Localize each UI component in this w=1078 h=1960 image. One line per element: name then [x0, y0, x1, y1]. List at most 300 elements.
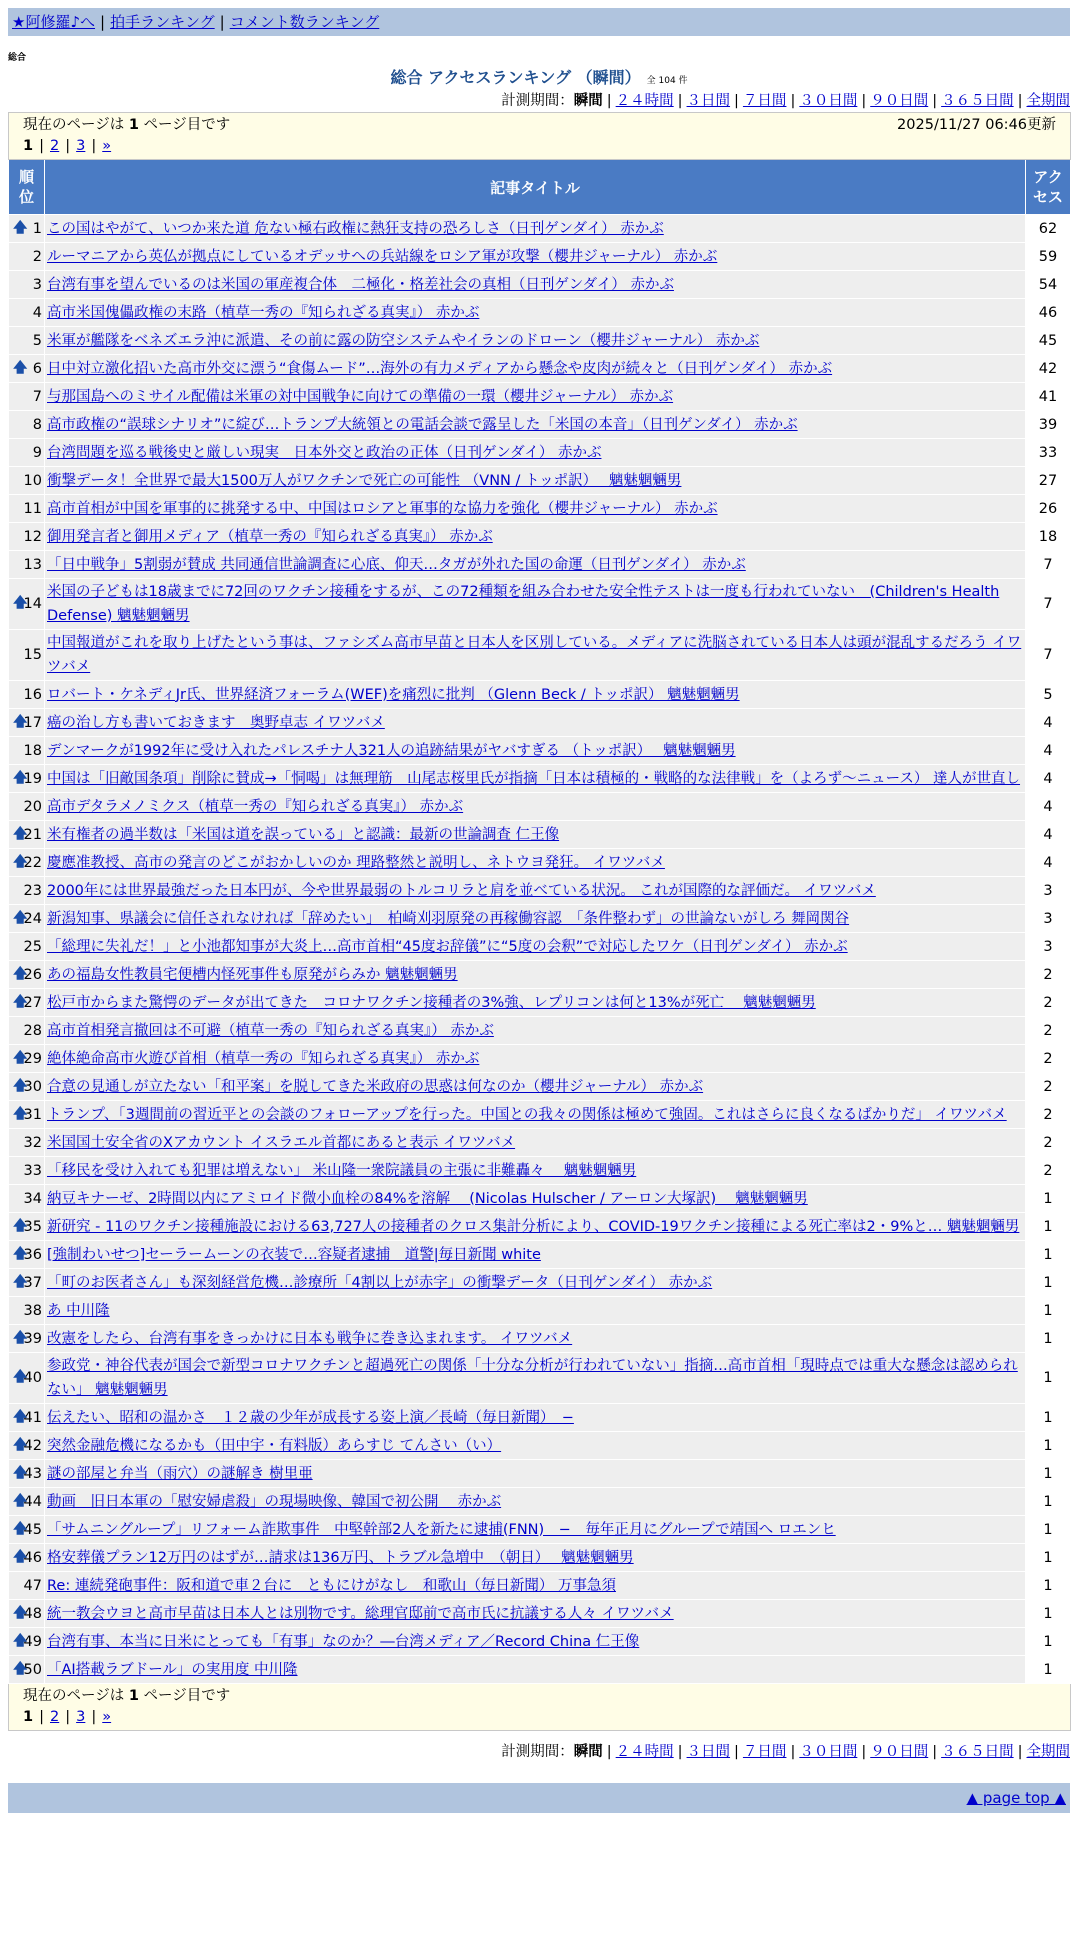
- page-status-bottom: 現在のページは 1 ページ目です: [23, 1688, 231, 1704]
- article-link[interactable]: トランプ、「3週間前の習近平との会談のフォローアップを行った。中国との我々の関係は極めて強固。これはさらに良くなるばかりだ」 イワツバメ: [47, 1106, 1007, 1123]
- table-row: [9, 271, 1071, 299]
- access-count: 7: [1026, 579, 1071, 630]
- period-link[interactable]: ３６５日間: [941, 93, 1014, 109]
- up-arrow-icon: 🡅: [13, 1245, 28, 1262]
- access-count: 3: [1026, 933, 1071, 961]
- title-cell: [45, 709, 1026, 737]
- rank-cell: [9, 1544, 45, 1572]
- rank-cell: [9, 1572, 45, 1600]
- page-info-row-bottom: [9, 1684, 1071, 1731]
- title-cell: [45, 1353, 1026, 1404]
- title-cell: [45, 1325, 1026, 1353]
- title-clip: [47, 580, 1023, 628]
- period-label: 計測期間：: [501, 93, 574, 109]
- title-clip: [47, 1103, 1023, 1127]
- access-count: 46: [1026, 299, 1071, 327]
- article-link[interactable]: ロバート・ケネディJr氏、世界経済フォーラム(WEF)を痛烈に批判 （Glenn Beck / トッポ訳） 魑魅魍魎男: [47, 686, 740, 703]
- up-arrow-icon: 🡅: [13, 965, 28, 982]
- title-clip: [47, 1574, 1023, 1598]
- article-link[interactable]: 絶体絶命高市火遊び首相（植草一秀の『知られざる真実』） 赤かぶ: [47, 1050, 480, 1067]
- up-arrow-icon: 🡅: [13, 1369, 28, 1385]
- title-cell: [45, 630, 1026, 681]
- rank-number: 50: [23, 1661, 42, 1678]
- pager-separator: |: [39, 1709, 44, 1725]
- access-count: 4: [1026, 821, 1071, 849]
- title-clip: [47, 385, 1023, 409]
- period-separator: |: [606, 1744, 612, 1760]
- access-count: 62: [1026, 215, 1071, 243]
- page-info-row: [9, 113, 1071, 160]
- rank-number: 31: [23, 1106, 42, 1123]
- access-count: 1: [1026, 1516, 1071, 1544]
- table-row: [9, 877, 1071, 905]
- title-cell: [45, 849, 1026, 877]
- access-count: 54: [1026, 271, 1071, 299]
- period-link[interactable]: ７日間: [742, 93, 787, 109]
- period-link[interactable]: ２４時間: [615, 1744, 674, 1760]
- rank-number: 3: [32, 276, 42, 293]
- rank-cell: [9, 1073, 45, 1101]
- up-arrow-icon: 🡅: [13, 1408, 28, 1425]
- title-clip: [47, 879, 1023, 903]
- updated-timestamp: 2025/11/27 06:46更新: [897, 117, 1057, 133]
- access-count: 1: [1026, 1325, 1071, 1353]
- rank-cell: [9, 1269, 45, 1297]
- access-count: 3: [1026, 905, 1071, 933]
- article-link[interactable]: 高市首相発言撤回は不可避（植草一秀の『知られざる真実』） 赤かぶ: [47, 1022, 494, 1039]
- access-count: 1: [1026, 1488, 1071, 1516]
- access-count: 2: [1026, 1073, 1071, 1101]
- title-clip: [47, 1243, 1023, 1267]
- table-row: [9, 1600, 1071, 1628]
- access-count: 1: [1026, 1297, 1071, 1325]
- article-link[interactable]: 高市デタラメノミクス（植草一秀の『知られざる真実』） 赤かぶ: [47, 798, 464, 815]
- up-arrow-icon: 🡅: [13, 825, 28, 842]
- up-arrow-icon: 🡅: [13, 1464, 28, 1481]
- period-separator: |: [861, 93, 867, 109]
- title-clip: [47, 1518, 1023, 1542]
- title-cell: [45, 551, 1026, 579]
- page-top-link[interactable]: ▲ page top ▲: [966, 1789, 1066, 1807]
- period-link[interactable]: ３０日間: [799, 93, 858, 109]
- access-count: 1: [1026, 1572, 1071, 1600]
- pager-current: 1: [23, 1709, 34, 1725]
- rank-cell: [9, 877, 45, 905]
- article-link[interactable]: 御用発言者と御用メディア（植草一秀の『知られざる真実』） 赤かぶ: [47, 528, 493, 545]
- rank-number: 48: [23, 1605, 42, 1622]
- article-link[interactable]: 合意の見通しが立たない「和平案」を脱してきた米政府の思惑は何なのか（櫻井ジャーナル） 赤かぶ: [47, 1078, 704, 1095]
- access-count: 41: [1026, 383, 1071, 411]
- rank-cell: [9, 327, 45, 355]
- title-clip: [47, 1131, 1023, 1155]
- period-separator: |: [734, 93, 739, 109]
- table-row: [9, 355, 1071, 383]
- up-arrow-icon: 🡅: [13, 1329, 28, 1346]
- access-count: 4: [1026, 793, 1071, 821]
- access-count: 4: [1026, 765, 1071, 793]
- title-clip: [47, 1047, 1023, 1071]
- title-cell: [45, 1600, 1026, 1628]
- period-link[interactable]: ９０日間: [870, 1744, 929, 1760]
- rank-cell: [9, 495, 45, 523]
- access-count: 33: [1026, 439, 1071, 467]
- title-cell: [45, 439, 1026, 467]
- article-link[interactable]: 松戸市からまた驚愕のデータが出てきた コロナワクチン接種者の3%強、レプリコンは何と13%が死亡 魑魅魍魎男: [47, 994, 816, 1011]
- applause-ranking-link[interactable]: 拍手ランキング: [110, 13, 215, 31]
- article-link[interactable]: 突然金融危機になるかも（田中宇・有料版）あらすじ てんさい（い）: [47, 1437, 502, 1454]
- title-cell: [45, 1185, 1026, 1213]
- rank-number: 39: [23, 1330, 42, 1347]
- title-cell: [45, 523, 1026, 551]
- table-row: [9, 439, 1071, 467]
- title-clip: [47, 1159, 1023, 1183]
- rank-cell: [9, 1185, 45, 1213]
- rank-number: 49: [23, 1633, 42, 1650]
- table-row: [9, 1572, 1071, 1600]
- rank-number: 46: [23, 1549, 42, 1566]
- article-link[interactable]: 「AI搭載ラブドール」の実用度 中川隆: [47, 1661, 298, 1678]
- rank-number: 26: [23, 966, 42, 983]
- article-link[interactable]: 「サムニングループ」リフォーム詐欺事件 中堅幹部2人を新たに逮捕(FNN) − 毎年正月にグループで靖国へ ロエンヒ: [47, 1521, 836, 1538]
- period-link[interactable]: ９０日間: [870, 93, 929, 109]
- title-clip: [47, 497, 1023, 521]
- title-clip: [47, 1327, 1023, 1351]
- access-count: 2: [1026, 961, 1071, 989]
- access-count: 4: [1026, 849, 1071, 877]
- rank-cell: [9, 1045, 45, 1073]
- table-row: [9, 1656, 1071, 1684]
- rank-column-header: 順位: [9, 160, 45, 215]
- access-count: 1: [1026, 1432, 1071, 1460]
- rank-cell: [9, 439, 45, 467]
- title-cell: [45, 765, 1026, 793]
- rank-number: 15: [23, 647, 42, 663]
- access-column-header: アクセス: [1026, 160, 1071, 215]
- rank-number: 17: [23, 714, 42, 731]
- period-separator: |: [734, 1744, 739, 1760]
- table-row: [9, 579, 1071, 630]
- table-row: [9, 495, 1071, 523]
- rank-number: 40: [23, 1370, 42, 1386]
- rank-cell: [9, 411, 45, 439]
- footer-bar: [8, 1783, 1070, 1813]
- access-count: 27: [1026, 467, 1071, 495]
- title-cell: [45, 579, 1026, 630]
- article-link[interactable]: 高市米国傀儡政権の末路（植草一秀の『知られざる真実』） 赤かぶ: [47, 304, 480, 321]
- rank-number: 47: [23, 1577, 42, 1594]
- title-cell: [45, 1269, 1026, 1297]
- article-link[interactable]: 「総理に失礼だ！」と小池都知事が大炎上…高市首相“45度お辞儀”に“5度の会釈”で対応したワケ（日刊ゲンダイ） 赤かぶ: [47, 938, 848, 955]
- title-cell: [45, 1460, 1026, 1488]
- rank-number: 4: [32, 304, 42, 321]
- rank-cell: [9, 1297, 45, 1325]
- table-row: [9, 821, 1071, 849]
- access-count: 7: [1026, 630, 1071, 681]
- rank-number: 6: [32, 360, 42, 377]
- access-count: 2: [1026, 1157, 1071, 1185]
- access-count: 4: [1026, 737, 1071, 765]
- access-count: 2: [1026, 989, 1071, 1017]
- up-arrow-icon: 🡅: [13, 1632, 28, 1649]
- title-cell: [45, 1544, 1026, 1572]
- table-row: [9, 905, 1071, 933]
- period-separator: |: [932, 93, 938, 109]
- article-link[interactable]: 高市政権の“誤球シナリオ”に綻び…トランプ大統領との電話会談で露呈した「米国の本音」（日刊ゲンダイ） 赤かぶ: [47, 416, 798, 433]
- title-clip: [47, 823, 1023, 847]
- title-clip: [47, 245, 1023, 269]
- period-separator: |: [790, 93, 796, 109]
- article-link[interactable]: 統一教会ウヨと高市早苗は日本人とは別物です。総理官邸前で高市氏に抗議する人々 イワツバメ: [47, 1605, 674, 1622]
- article-link[interactable]: 「町のお医者さん」も深刻経営危機…診療所「4割以上が赤字」の衝撃データ（日刊ゲンダイ） 赤かぶ: [47, 1274, 713, 1291]
- access-count: 4: [1026, 709, 1071, 737]
- article-link[interactable]: 中国は「旧敵国条項」削除に賛成→「恫喝」は無理筋 山尾志桜里氏が指摘「日本は積極的・戦略的な法律戦」を（よろず〜ニュース） 達人が世直し: [47, 770, 1021, 787]
- title-clip: [47, 767, 1023, 791]
- nav-separator: |: [219, 13, 225, 31]
- period-selector-bottom: [8, 1741, 1070, 1763]
- table-row: [9, 1516, 1071, 1544]
- title-cell: [45, 905, 1026, 933]
- article-link[interactable]: 日中対立激化招いた高市外交に漂う“食傷ムード”…海外の有力メディアから懸念や皮肉が続々と（日刊ゲンダイ） 赤かぶ: [47, 360, 833, 377]
- title-clip: [47, 991, 1023, 1015]
- article-link[interactable]: 台湾有事、本当に日米にとっても「有事」なのか？―台湾メディア／Record China 仁王像: [47, 1633, 640, 1650]
- period-link[interactable]: ３０日間: [799, 1744, 858, 1760]
- article-link[interactable]: [強制わいせつ]セーラームーンの衣装で…容疑者逮捕 道警|毎日新聞 white: [47, 1246, 541, 1263]
- table-row: [9, 1544, 1071, 1572]
- period-separator: |: [1017, 1744, 1023, 1760]
- rank-number: 19: [23, 770, 42, 787]
- rank-cell: [9, 933, 45, 961]
- article-link[interactable]: 格安葬儀プラン12万円のはずが…請求は136万円、トラブル急増中 （朝日） 魑魅魍魎男: [47, 1549, 634, 1566]
- article-link[interactable]: あの福島女性教員宅便槽内怪死事件も原発がらみか 魑魅魍魎男: [47, 966, 458, 983]
- up-arrow-icon: 🡅: [13, 1436, 28, 1453]
- title-clip: [47, 273, 1023, 297]
- rank-number: 16: [23, 686, 42, 703]
- pager-next-link[interactable]: »: [102, 138, 112, 154]
- rank-cell: [9, 551, 45, 579]
- article-link[interactable]: あ 中川隆: [47, 1302, 110, 1319]
- title-cell: [45, 1297, 1026, 1325]
- table-row: [9, 1017, 1071, 1045]
- period-link[interactable]: 全期間: [1026, 93, 1070, 109]
- table-row: [9, 1297, 1071, 1325]
- article-link[interactable]: 動画 旧日本軍の「慰安婦虐殺」の現場映像、韓国で初公開 赤かぶ: [47, 1493, 502, 1510]
- title-clip: [47, 907, 1023, 931]
- title-cell: [45, 1101, 1026, 1129]
- up-arrow-icon: 🡅: [13, 1492, 28, 1509]
- rank-number: 18: [23, 742, 42, 759]
- nav-separator: |: [100, 13, 106, 31]
- title-clip: [47, 1462, 1023, 1486]
- rank-number: 30: [23, 1078, 42, 1095]
- table-row: [9, 1101, 1071, 1129]
- article-link[interactable]: ルーマニアから英仏が拠点にしているオデッサへの兵站線をロシア軍が攻撃（櫻井ジャーナル） 赤かぶ: [47, 248, 718, 265]
- access-count: 7: [1026, 551, 1071, 579]
- period-link[interactable]: ２４時間: [615, 93, 674, 109]
- article-link[interactable]: 高市首相が中国を軍事的に挑発する中、中国はロシアと軍事的な協力を強化（櫻井ジャーナル） 赤かぶ: [47, 500, 718, 517]
- title-cell: [45, 1628, 1026, 1656]
- table-row: [9, 849, 1071, 877]
- rank-cell: [9, 630, 45, 681]
- table-row: [9, 1241, 1071, 1269]
- article-link[interactable]: 謎の部屋と弁当（雨穴）の謎解き 樹里亜: [47, 1465, 313, 1482]
- title-clip: [47, 1602, 1023, 1626]
- access-count: 2: [1026, 1045, 1071, 1073]
- table-row: [9, 989, 1071, 1017]
- rank-number: 44: [23, 1493, 42, 1510]
- rank-number: 27: [23, 994, 42, 1011]
- up-arrow-icon: 🡅: [13, 1604, 28, 1621]
- period-link[interactable]: ３日間: [686, 1744, 731, 1760]
- title-cell: [45, 1432, 1026, 1460]
- title-clip: [47, 1630, 1023, 1654]
- article-link[interactable]: Re: 連続発砲事件：阪和道で車２台に ともにけがなし 和歌山（毎日新聞） 万事急須: [47, 1577, 616, 1594]
- title-cell: [45, 1157, 1026, 1185]
- rank-number: 43: [23, 1465, 42, 1482]
- pager-link[interactable]: 2: [49, 1709, 60, 1725]
- pager-next-link[interactable]: »: [102, 1709, 112, 1725]
- rank-number: 28: [23, 1022, 42, 1039]
- title-clip: [47, 1490, 1023, 1514]
- rank-number: 29: [23, 1050, 42, 1067]
- title-clip: [47, 1658, 1023, 1682]
- article-link[interactable]: 与那国島へのミサイル配備は米軍の対中国戦争に向けての準備の一環（櫻井ジャーナル） 赤かぶ: [47, 388, 674, 405]
- up-arrow-icon: 🡅: [13, 909, 28, 926]
- top-nav-bar: [8, 8, 1070, 36]
- rank-number: 41: [23, 1409, 42, 1426]
- article-link[interactable]: 「日中戦争」5割弱が賛成 共同通信世論調査に心底、仰天…タガが外れた国の命運（日刊ゲンダイ） 赤かぶ: [47, 556, 746, 573]
- title-cell: [45, 1656, 1026, 1684]
- title-cell: [45, 215, 1026, 243]
- article-link[interactable]: 参政党・神谷代表が国会で新型コロナワクチンと超過死亡の関係「十分な分析が行われていない」指摘…高市首相「現時点では重大な懸念は認められない」 魑魅魍魎男: [47, 1358, 1018, 1398]
- title-clip: [47, 1187, 1023, 1211]
- table-header-row: [9, 160, 1071, 215]
- article-link[interactable]: 米有権者の過半数は「米国は道を誤っている」と認識：最新の世論調査 仁王像: [47, 826, 560, 843]
- up-arrow-icon: 🡅: [13, 1049, 28, 1066]
- up-arrow-icon: 🡅: [13, 1105, 28, 1122]
- access-count: 1: [1026, 1656, 1071, 1684]
- table-row: [9, 1269, 1071, 1297]
- title-cell: [45, 933, 1026, 961]
- table-row: [9, 1157, 1071, 1185]
- rank-number: 38: [23, 1302, 42, 1319]
- title-cell: [45, 989, 1026, 1017]
- title-cell: [45, 681, 1026, 709]
- rank-cell: [9, 579, 45, 630]
- table-row: [9, 383, 1071, 411]
- period-link[interactable]: 全期間: [1026, 1744, 1070, 1760]
- article-link[interactable]: 台湾問題を巡る戦後史と厳しい現実 日本外交と政治の正体（日刊ゲンダイ） 赤かぶ: [47, 444, 602, 461]
- title-cell: [45, 877, 1026, 905]
- rank-cell: [9, 849, 45, 877]
- article-link[interactable]: デンマークが1992年に受け入れたパレスチナ人321人の追跡結果がヤバすぎる （トッポ訳） 魑魅魍魎男: [47, 742, 736, 759]
- pager-link[interactable]: 3: [76, 138, 86, 154]
- article-link[interactable]: 中国報道がこれを取り上げたという事は、ファシズム高市早苗と日本人を区別している。メディアに洗脳されている日本人は頭が混乱するだろう イワツバメ: [47, 635, 1022, 675]
- title-clip: [47, 683, 1023, 707]
- pager-link[interactable]: 2: [49, 138, 60, 154]
- article-link[interactable]: 改憲をしたら、台湾有事をきっかけに日本も戦争に巻き込まれます。 イワツバメ: [47, 1330, 573, 1347]
- article-link[interactable]: この国はやがて、いつか来た道 危ない極右政権に熱狂支持の恐ろしさ（日刊ゲンダイ） 赤かぶ: [47, 220, 664, 237]
- title-clip: [47, 329, 1023, 353]
- access-count: 2: [1026, 1017, 1071, 1045]
- access-count: 1: [1026, 1213, 1071, 1241]
- table-row: [9, 630, 1071, 681]
- article-link[interactable]: 新潟知事、県議会に信任されなければ「辞めたい」 柏崎刈羽原発の再稼働容認 「条件整わず」の世論ないがしろ 舞岡関谷: [47, 910, 850, 927]
- rank-cell: [9, 1656, 45, 1684]
- table-row: [9, 243, 1071, 271]
- up-arrow-icon: 🡅: [13, 1217, 28, 1234]
- access-count: 1: [1026, 1185, 1071, 1213]
- title-cell: [45, 821, 1026, 849]
- rank-cell: [9, 989, 45, 1017]
- title-cell: [45, 1213, 1026, 1241]
- up-arrow-icon: 🡅: [13, 1273, 28, 1290]
- access-count: 2: [1026, 1101, 1071, 1129]
- table-row: [9, 1185, 1071, 1213]
- article-link[interactable]: 納豆キナーゼ、2時間以内にアミロイド微小血栓の84%を溶解 (Nicolas Hulscher / アーロン大塚訳) 魑魅魍魎男: [47, 1190, 808, 1207]
- table-row: [9, 737, 1071, 765]
- article-link[interactable]: 米軍が艦隊をベネズエラ沖に派遣、その前に露の防空システムやイランのドローン（櫻井ジャーナル） 赤かぶ: [47, 332, 760, 349]
- rank-number: 7: [32, 388, 42, 405]
- title-clip: [47, 935, 1023, 959]
- article-link[interactable]: 伝えたい、昭和の温かさ １２歳の少年が成長する姿上演／長崎（毎日新聞） −: [47, 1409, 574, 1426]
- rank-number: 9: [32, 444, 42, 461]
- title-clip: [47, 1354, 1023, 1402]
- pager-link[interactable]: 3: [76, 1709, 86, 1725]
- rank-cell: [9, 467, 45, 495]
- article-link[interactable]: 新研究 - 11のワクチン接種施設における63,727人の接種者のクロス集計分析により、COVID-19ワクチン接種による死亡率は2・9%と… 魑魅魍魎男: [47, 1218, 1020, 1235]
- pager-separator: |: [91, 1709, 97, 1725]
- title-cell: [45, 383, 1026, 411]
- period-separator: |: [932, 1744, 938, 1760]
- period-label: 計測期間：: [501, 1744, 574, 1760]
- access-count: 1: [1026, 1353, 1071, 1404]
- table-row: [9, 681, 1071, 709]
- article-link[interactable]: 慶應准教授、高市の発言のどこがおかしいのか 理路整然と説明し、ネトウヨ発狂。 イワツバメ: [47, 854, 665, 871]
- period-link[interactable]: ７日間: [742, 1744, 787, 1760]
- rank-number: 36: [23, 1246, 42, 1263]
- article-link[interactable]: 米国の子どもは18歳までに72回のワクチン接種をするが、この72種類を組み合わせた安全性テストは一度も行われていない (Children's Health Defense) 魑魅魍魎男: [47, 584, 1000, 624]
- rank-cell: [9, 1353, 45, 1404]
- up-arrow-icon: 🡅: [13, 1548, 28, 1565]
- title-cell: [45, 355, 1026, 383]
- article-link[interactable]: 2000年には世界最強だった日本円が、今や世界最弱のトルコリラと肩を並べている状況。 これが国際的な評価だ。 イワツバメ: [47, 882, 876, 899]
- rank-number: 21: [23, 826, 42, 843]
- title-clip: [47, 795, 1023, 819]
- article-link[interactable]: 癌の治し方も書いておきます 奥野卓志 イワツバメ: [47, 714, 385, 731]
- period-link[interactable]: ３６５日間: [941, 1744, 1014, 1760]
- table-row: [9, 933, 1071, 961]
- up-arrow-icon: 🡅: [13, 359, 28, 376]
- article-link[interactable]: 米国国土安全省のXアカウント イスラエル首都にあると表示 イワツバメ: [47, 1134, 516, 1151]
- title-clip: [47, 469, 1023, 493]
- rank-cell: [9, 215, 45, 243]
- title-cell: [45, 737, 1026, 765]
- table-row: [9, 523, 1071, 551]
- article-link[interactable]: 台湾有事を望んでいるのは米国の軍産複合体 二極化・格差社会の真相（日刊ゲンダイ） 赤かぶ: [47, 276, 674, 293]
- period-link[interactable]: ３日間: [686, 93, 731, 109]
- article-link[interactable]: 「移民を受け入れても犯罪は増えない」 米山隆一衆院議員の主張に非難轟々 魑魅魍魎男: [47, 1162, 637, 1179]
- up-arrow-icon: 🡅: [13, 1077, 28, 1094]
- home-link[interactable]: ★阿修羅♪へ: [12, 13, 96, 31]
- rank-number: 5: [32, 332, 42, 349]
- table-row: [9, 961, 1071, 989]
- comment-ranking-link[interactable]: コメント数ランキング: [229, 13, 380, 31]
- rank-number: 1: [32, 220, 42, 237]
- title-clip: [47, 1299, 1023, 1323]
- rank-number: 10: [23, 472, 42, 489]
- article-link[interactable]: 衝撃データ！全世界で最大1500万人がワクチンで死亡の可能性 （VNN / トッポ訳） 魑魅魍魎男: [47, 472, 682, 489]
- table-row: [9, 215, 1071, 243]
